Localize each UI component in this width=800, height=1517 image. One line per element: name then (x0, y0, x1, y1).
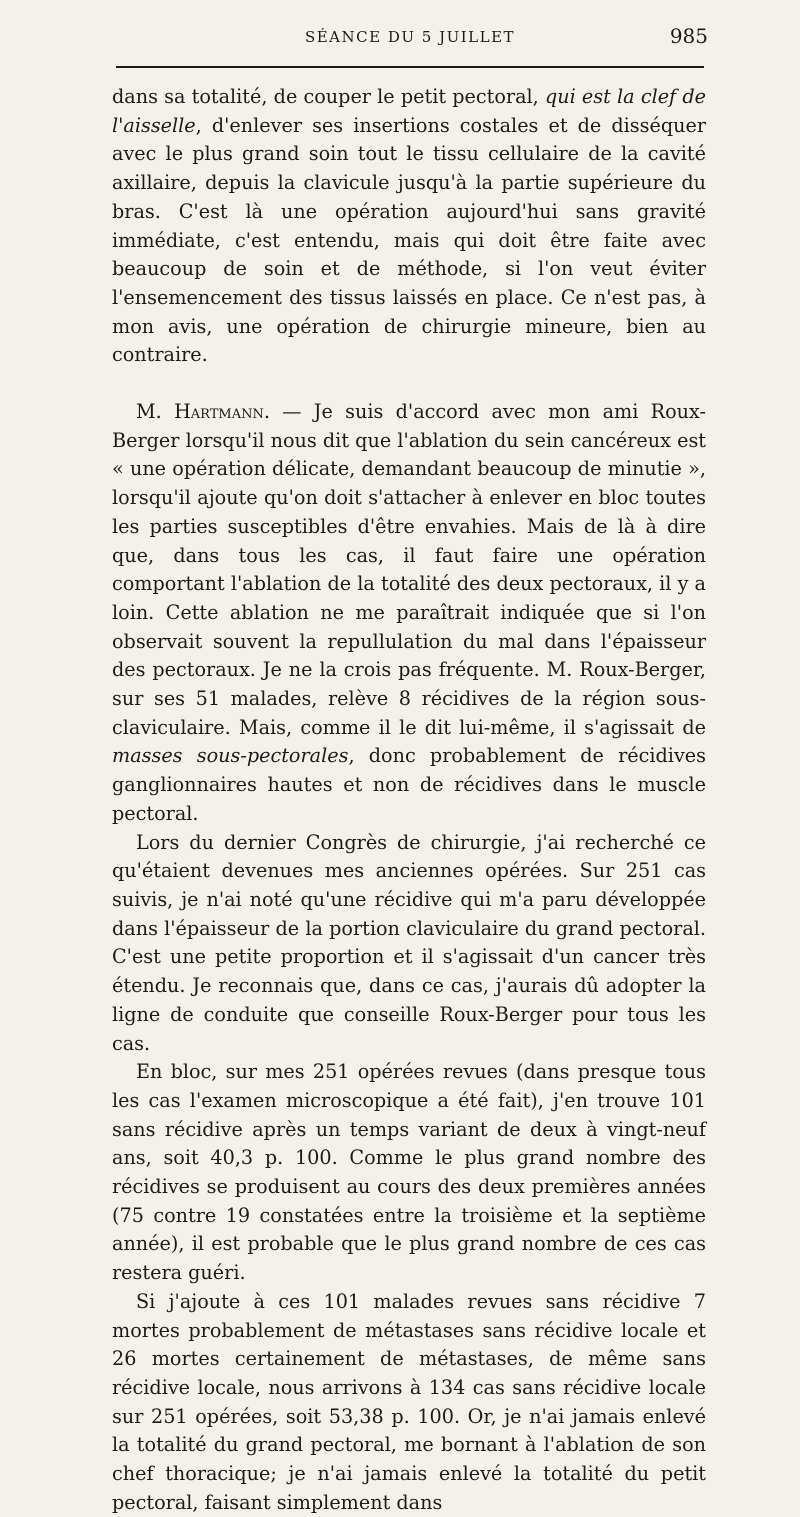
running-head (112, 22, 708, 52)
paragraph-2-text-a: . — Je suis d'accord avec mon ami Roux-Berger lorsqu'il nous dit que l'ablation du sein cancéreux est « une opération délicate, demandant beaucoup de minutie », lorsqu'il ajoute qu'on doit s'attacher à enlever en bloc toutes les parties susceptibles d'être envahies. Mais de là à dire que, dans tous les cas, il faut faire une opération comportant l'ablation de la totalité des deux pectoraux, il y a loin. Cette ablation ne me paraîtrait indiquée que si l'on observait souvent la repullulation du mal dans l'épaisseur des pectoraux. Je ne la crois pas fréquente. M. Roux-Berger, sur ses 51 malades, relève 8 récidives de la région sous-claviculaire. Mais, comme il le dit lui-même, il s'agissait de (112, 400, 706, 739)
paragraph-4: En bloc, sur mes 251 opérées revues (dans presque tous les cas l'examen microscopique a été fait), j'en trouve 101 sans récidive après un temps variant de deux à vingt-neuf ans, soit 40,3 p. 100. Comme le plus grand nombre des récidives se produisent au cours des deux premières années (75 contre 19 constatées entre la troisième et la septième année), il est probable que le plus grand nombre de ces cas restera guéri. (112, 1060, 706, 1285)
paragraph-2 (112, 398, 706, 829)
header-rule (116, 66, 704, 68)
page-number: 985 (669, 24, 708, 48)
speaker-prefix: M. (136, 400, 175, 424)
paragraph-1 (112, 83, 706, 370)
speaker-name: Hartmann (174, 400, 264, 424)
paragraph-1-text-b: , d'enlever ses insertions costales et de disséquer avec le plus grand soin tout le tissu cellulaire de la cavité axillaire, depuis la clavicule jusqu'à la partie supérieure du bras. C'est là une opération aujourd'hui sans gravité immédiate, c'est entendu, mais qui doit être faite avec beaucoup de soin et de méthode, si l'on veut éviter l'ensemencement des tissus laissés en place. Ce n'est pas, à mon avis, une opération de chirurgie mineure, bien au contraire. (112, 113, 706, 367)
paragraph-2-text-b: , donc probablement de récidives ganglionnaires hautes et non de récidives dans le muscle pectoral. (112, 744, 706, 825)
paragraph-5: Si j'ajoute à ces 101 malades revues sans récidive 7 mortes probablement de métastases sans récidive locale et 26 mortes certainement de métastases, de même sans récidive locale, nous arrivons à 134 cas sans récidive locale sur 251 opérées, soit 53,38 p. 100. Or, je n'ai jamais enlevé la totalité du grand pectoral, me bornant à l'ablation de son chef thoracique; je n'ai jamais enlevé la totalité du petit pectoral, faisant simplement dans (112, 1289, 706, 1514)
paragraph-2-emphasis: masses sous-pectorales (112, 744, 349, 768)
body-text (112, 83, 706, 1517)
running-title: SÉANCE DU 5 JUILLET (304, 28, 516, 46)
paragraph-1-text-a: dans sa totalité, de couper le petit pectoral, (112, 85, 545, 108)
paragraph-1-emphasis: qui est la clef de l'aisselle (112, 85, 706, 137)
paragraph-3: Lors du dernier Congrès de chirurgie, j'ai recherché ce qu'étaient devenues mes anciennes opérées. Sur 251 cas suivis, je n'ai noté qu'une récidive qui m'a paru développée dans l'épaisseur de la portion claviculaire du grand pectoral. C'est une petite proportion et il s'agissait d'un cancer très étendu. Je reconnais que, dans ce cas, j'aurais dû adopter la ligne de conduite que conseille Roux-Berger pour tous les cas. (112, 830, 706, 1055)
